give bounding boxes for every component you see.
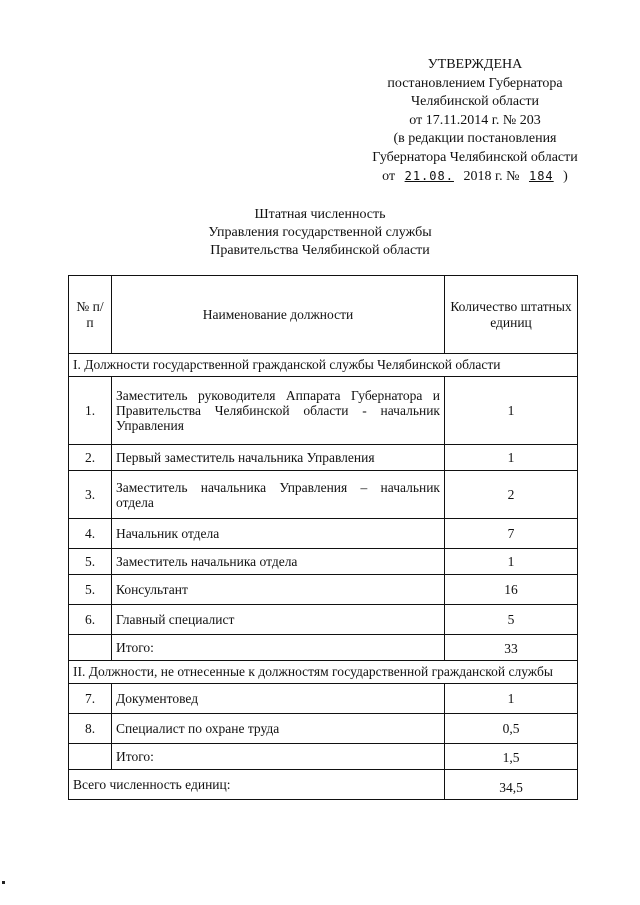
table-header-row [69,276,578,354]
title-line-2: Управления государственной службы [208,225,432,240]
row-num: 3. [69,471,112,519]
total-empty-cell [69,635,112,661]
table-row [69,549,578,575]
row-position: Заместитель начальника Управления – начальник отдела [112,471,445,519]
title-line-3: Правительства Челябинской области [210,243,430,258]
table-row [69,714,578,744]
approval-line-1: постановлением Губернатора [387,75,563,91]
approval-stamp-block [330,56,620,187]
row-count: 16 [445,575,578,605]
approval-line-2: Челябинской области [411,94,539,109]
approval-line-6 [330,167,620,187]
total-label: Итого: [112,635,445,661]
row-position: Первый заместитель начальника Управления [112,445,445,471]
row-position: Консультант [112,575,445,605]
row-count: 1 [445,377,578,445]
row-num: 7. [69,684,112,714]
header-count: Количество штатных единиц [445,276,578,354]
approval-heading: УТВЕРЖДЕНА [427,57,523,72]
row-num: 6. [69,605,112,635]
row-num: 5. [69,575,112,605]
approval-line-4: (в редакции постановления [393,131,557,146]
approval-date-prefix: от [382,169,396,184]
grand-total-count: 34,5 [445,770,578,800]
row-count: 1 [445,549,578,575]
title-line-1: Штатная численность [254,207,386,222]
grand-total-label: Всего численность единиц: [69,770,445,800]
section-1-title: I. Должности государственной гражданской службы Челябинской области [69,354,578,377]
staff-table [68,275,578,800]
table-row [69,471,578,519]
section-2-title: II. Должности, не отнесенные к должностям государственной гражданской службы [69,661,578,684]
row-position: Главный специалист [112,605,445,635]
row-num: 1. [69,377,112,445]
row-position: Специалист по охране труда [112,714,445,744]
approval-line-3: от 17.11.2014 г. № 203 [409,112,541,128]
document-title [60,206,580,260]
row-num: 8. [69,714,112,744]
table-row [69,445,578,471]
approval-date-handwritten: 21.08. [404,169,454,183]
approval-number-handwritten: 184 [528,169,554,183]
approval-line-5: Губернатора Челябинской области [372,149,578,165]
scan-speck [2,881,5,884]
row-num: 4. [69,519,112,549]
total-label: Итого: [112,744,445,770]
row-position: Начальник отдела [112,519,445,549]
section-row-1 [69,354,578,377]
row-position: Заместитель руководителя Аппарата Губернатора и Правительства Челябинской области - начальник Управления [112,377,445,445]
row-count: 1 [445,684,578,714]
table-row [69,519,578,549]
section-2-total-row [69,744,578,770]
approval-year-number-label: 2018 г. № [463,169,520,184]
row-position: Документовед [112,684,445,714]
table-row [69,575,578,605]
row-count: 2 [445,471,578,519]
total-count: 1,5 [445,744,578,770]
grand-total-row [69,770,578,800]
row-count: 5 [445,605,578,635]
header-position: Наименование должности [112,276,445,354]
header-num: № п/п [69,276,112,354]
row-count: 1 [445,445,578,471]
row-count: 0,5 [445,714,578,744]
table-row [69,605,578,635]
section-1-total-row [69,635,578,661]
table-row [69,684,578,714]
total-empty-cell [69,744,112,770]
row-count: 7 [445,519,578,549]
row-num: 2. [69,445,112,471]
approval-closing-paren: ) [563,169,568,184]
section-row-2 [69,661,578,684]
total-count: 33 [445,635,578,661]
row-num: 5. [69,549,112,575]
table-row [69,377,578,445]
row-position: Заместитель начальника отдела [112,549,445,575]
